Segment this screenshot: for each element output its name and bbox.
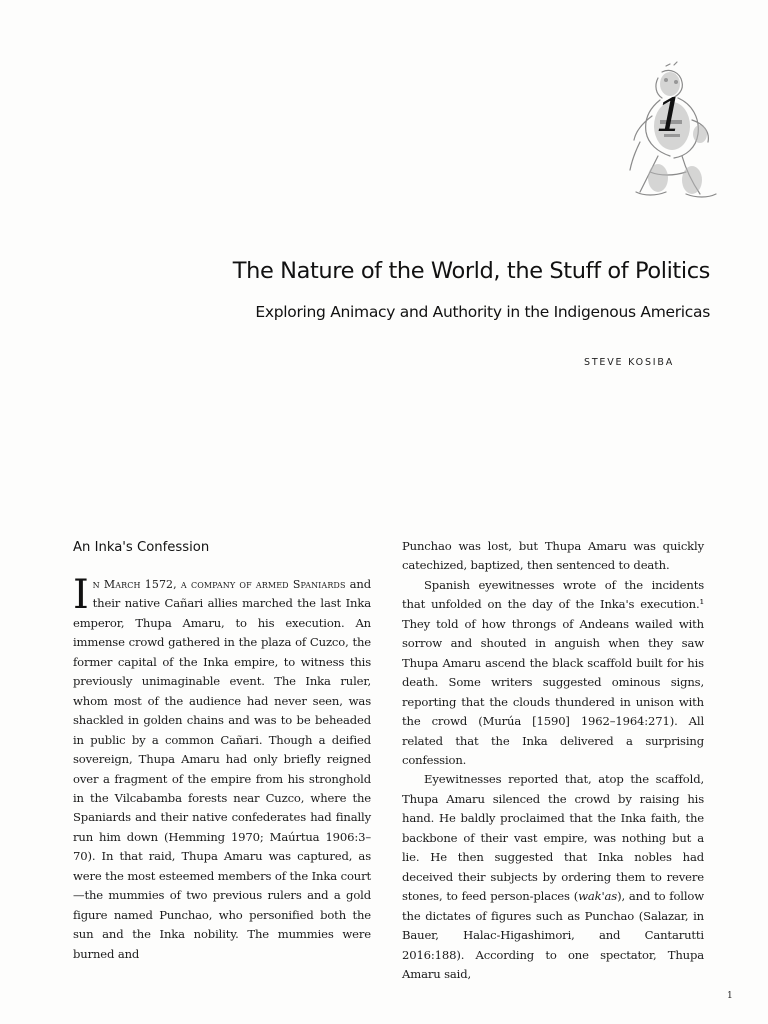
right-column: [402, 537, 704, 984]
chapter-number: 1: [655, 88, 685, 142]
chapter-title: The Nature of the World, the Stuff of Politics: [232, 258, 710, 284]
left-column: [73, 572, 372, 964]
opening-paragraph-text: and their native Cañari allies marched the last Inka emperor, Thupa Amaru, to his execution. An immense crowd gathered in the plaza of Cuzco, the former capital of the Inka empire, to witness this previously unimaginable event. The Inka ruler, whom most of the audience had never seen, was shackled in golden chains and was to be beheaded in public by a common Cañari. Though a deified sovereign, Thupa Amaru had only briefly reigned over a fragment of the empire from his stronghold in the Vilcabamba forests near Cuzco, where the Spaniards and their native confederates had finally run him down (Hemming 1970; Maúrtua 1906:3–70). In that raid, Thupa Amaru was captured, as were the most esteemed members of the Inka court—the mummies of two previous rulers and a gold figure named Punchao, who personified both the sun and the Inka nobility. The mummies were burned and: [73, 577, 372, 961]
opening-smallcaps-lead: n March 1572, a company of armed Spaniards: [92, 578, 346, 591]
confession-paragraph: [402, 770, 704, 984]
confession-text-b: ), and to follow the dictates of figures such as Punchao (Salazar, in Bauer, Halac-Higashimori, and Cantarutti 2016:188). According to one spectator, Thupa Amaru said,: [402, 889, 704, 981]
chapter-subtitle: Exploring Animacy and Authority in the Indigenous Americas: [255, 303, 710, 321]
drop-cap: I: [73, 572, 89, 618]
section-heading: An Inka's Confession: [73, 540, 210, 555]
eyewitness-paragraph: Spanish eyewitnesses wrote of the incidents that unfolded on the day of the Inka's execution.¹ They told of how throngs of Andeans wailed with sorrow and shouted in anguish when they saw Thupa Amaru ascend the black scaffold built for his death. Some writers suggested ominous signs, reporting that the clouds thundered in unison with the crowd (Murúa [1590] 1962–1964:271). All related that the Inka delivered a surprising confession.: [402, 577, 704, 767]
continued-paragraph: Punchao was lost, but Thupa Amaru was quickly catechized, baptized, then sentenced to death.: [402, 539, 704, 573]
confession-text-a: Eyewitnesses reported that, atop the scaffold, Thupa Amaru silenced the crowd by raising his hand. He baldly proclaimed that the Inka faith, the backbone of their vast empire, was nothing but a lie. He then suggested that Inka nobles had deceived their subjects by ordering them to revere stones, to feed person-places (: [402, 772, 704, 904]
chapter-author: STEVE KOSIBA: [584, 357, 674, 368]
confession-italic-term: wak'as: [578, 889, 618, 904]
opening-paragraph: [73, 572, 372, 964]
page-number: 1: [727, 991, 733, 1001]
